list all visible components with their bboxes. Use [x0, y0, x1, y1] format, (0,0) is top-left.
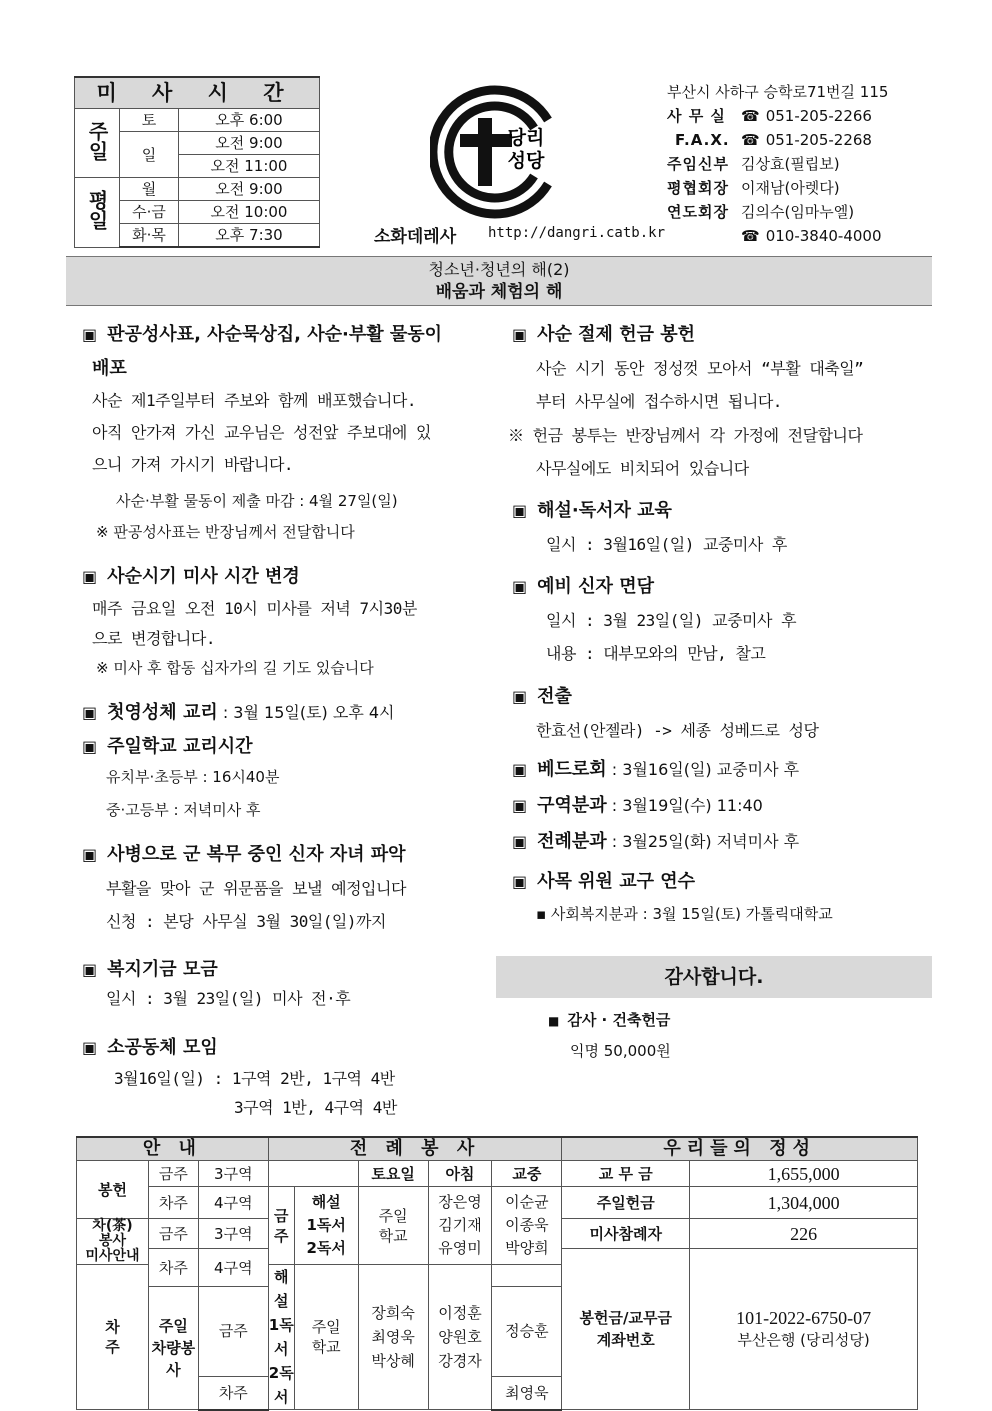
section-heading	[82, 562, 300, 588]
section-heading	[82, 1033, 218, 1059]
weekday-label-text: 평일	[85, 190, 109, 231]
logo-line2: 성당	[507, 150, 545, 172]
square-bullet-icon: ▣	[512, 760, 528, 779]
section-heading	[82, 698, 395, 724]
square-bullet-icon: ▣	[82, 1038, 98, 1057]
note: ※ 헌금 봉투는 반장님께서 각 가정에 전달합니다	[508, 426, 863, 445]
phone-icon: ☎	[741, 107, 760, 125]
heading-text: 구역분과	[537, 795, 607, 816]
section-heading	[512, 496, 672, 522]
square-bullet-icon: ▣	[512, 577, 528, 596]
donor-row	[667, 200, 888, 224]
paragraph: 유치부·초등부 : 16시40분	[106, 768, 280, 786]
offering-header: 우리들의 정성	[562, 1137, 918, 1161]
heading-text: 복지기금 모금	[107, 959, 218, 980]
mass-time: 오전 10:00	[179, 201, 320, 224]
col-morning: 아침	[428, 1161, 492, 1187]
theme-banner	[66, 256, 932, 306]
square-bullet-icon: ■	[548, 1014, 560, 1028]
sunday-label-text: 주일	[85, 121, 109, 161]
heading-text: 판공성사표, 사순묵상집, 사순·부활 물동이	[107, 324, 443, 345]
paragraph: 으니 가져 가시기 바랍니다.	[92, 455, 294, 474]
section-heading	[512, 827, 799, 853]
section-heading	[82, 320, 442, 346]
note: ※ 판공성사표는 반장님께서 전달합니다	[96, 523, 355, 541]
square-bullet-icon: ▣	[512, 796, 528, 815]
fax-row	[667, 128, 888, 152]
mass-day: 토	[120, 109, 179, 132]
heading-note: : 3월 15일(토) 오후 4시	[217, 703, 395, 722]
section-heading	[512, 755, 799, 781]
paragraph: 신청 : 본당 사무실 3월 30일(일)까지	[106, 912, 386, 931]
square-bullet-icon: ▣	[82, 737, 98, 756]
paragraph: 사순 시기 동안 정성껏 모아서 “부활 대축일”	[536, 359, 864, 378]
donor-phone: 010-3840-4000	[765, 227, 882, 245]
account-number: 101-2022-6750-07	[736, 1308, 872, 1328]
next-week-label: 차주	[148, 1187, 198, 1219]
section-heading	[512, 791, 763, 817]
kyomu-label: 교 무 금	[562, 1161, 690, 1187]
heading-text: 사순 절제 헌금 봉헌	[537, 324, 696, 345]
section-heading	[82, 955, 218, 981]
this-week-label: 금주	[198, 1287, 268, 1377]
heading-text: 해설·독서자 교육	[537, 500, 672, 521]
square-bullet-icon: ▣	[512, 687, 528, 706]
heading-text: 주일학교 교리시간	[107, 736, 253, 757]
patron-saint: 소화데레사	[374, 227, 457, 247]
note: ※ 미사 후 합동 십자가의 길 기도 있습니다	[96, 659, 374, 677]
paragraph: 3구역 1반, 4구역 4반	[234, 1098, 397, 1117]
website-url[interactable]: http://dangri.catb.kr	[488, 225, 666, 241]
bonghun-label: 봉헌	[77, 1161, 149, 1219]
heading-text: 첫영성체 교리	[107, 702, 218, 723]
paragraph: 매주 금요일 오전 10시 미사를 저녁 7시30분	[92, 599, 417, 618]
tea-this: 3구역	[198, 1219, 268, 1249]
thanks-banner: 감사합니다.	[496, 956, 932, 998]
tea-label: 차(茶) 봉사 미사안내	[77, 1219, 149, 1265]
section-heading	[512, 867, 695, 893]
section-heading	[512, 320, 695, 346]
paragraph: 내용 : 대부모와의 만남, 찰고	[546, 644, 766, 663]
this-week-label: 금주	[148, 1161, 198, 1187]
account-label: 봉헌금/교무금 계좌번호	[562, 1249, 690, 1410]
heading-text: 사병으로 군 복무 중인 신자 자녀 파악	[107, 844, 406, 865]
donor-label: 연도회장	[667, 203, 729, 221]
mass-time: 오전 9:00	[179, 132, 320, 155]
info-table	[76, 1136, 918, 1411]
main-next: 이정훈 양원호 강경자	[428, 1265, 492, 1410]
col-main: 교중	[492, 1161, 562, 1187]
attendance-count: 226	[690, 1219, 918, 1249]
section-heading	[82, 732, 253, 758]
square-bullet-icon: ▣	[82, 845, 98, 864]
square-bullet-icon: ▣	[512, 501, 528, 520]
contact-block	[667, 80, 888, 248]
heading-note: : 3월19일(수) 11:40	[606, 796, 763, 815]
church-logo	[430, 82, 570, 222]
paragraph: 사순 제1주일부터 주보와 함께 배포했습니다.	[92, 391, 417, 410]
heading-note: : 3월25일(화) 저녁미사 후	[606, 832, 800, 851]
square-bullet-icon: ▣	[512, 832, 528, 851]
morning-this: 장은영 김기재 유영미	[428, 1187, 492, 1265]
kyomu-amount: 1,655,000	[690, 1161, 918, 1187]
liturgy-header: 전 례 봉 사	[268, 1137, 562, 1161]
sunday-label	[75, 109, 120, 178]
col-saturday: 토요일	[358, 1161, 428, 1187]
paragraph: 일시 : 3월16일(일) 교중미사 후	[546, 535, 787, 554]
office-row	[667, 104, 888, 128]
mass-day: 수·금	[120, 201, 179, 224]
paragraph: 중·고등부 : 저녁미사 후	[106, 801, 261, 819]
banner-line2: 배움과 체험의 해	[435, 282, 563, 302]
priest-name: 김상효(필립보)	[741, 155, 840, 173]
paragraph: 사순·부활 물동이 제출 마감 : 4월 27일(일)	[116, 492, 398, 510]
mass-time: 오후 7:30	[179, 224, 320, 248]
banner-line1: 청소년·청년의 해(2)	[428, 260, 570, 279]
priest-row	[667, 152, 888, 176]
paragraph: 한효선(안젤라) -> 세종 성베드로 성당	[536, 721, 819, 740]
school-this: 주일 학교	[358, 1187, 428, 1265]
next-week-label: 차주	[198, 1376, 268, 1410]
info-header: 안 내	[77, 1137, 269, 1161]
heading-text: 사목 위원 교구 연수	[537, 871, 696, 892]
section-heading	[512, 682, 572, 708]
account-info	[690, 1249, 918, 1410]
attendance-label: 미사참례자	[562, 1219, 690, 1249]
donor-name: 김의수(임마누엘)	[741, 203, 855, 221]
square-bullet-icon: ▣	[82, 325, 98, 344]
square-bullet-icon: ▣	[82, 960, 98, 979]
mass-times-table	[74, 76, 320, 248]
thanks-item	[548, 1009, 670, 1030]
square-bullet-icon: ▣	[82, 703, 98, 722]
paragraph: ▪ 사회복지분과 : 3월 15일(토) 가톨릭대학교	[536, 905, 833, 923]
parking-this: 정승훈	[492, 1287, 562, 1377]
bonghun-this: 3구역	[198, 1161, 268, 1187]
roles-this: 해설 1독서 2독서	[294, 1187, 358, 1265]
council-row	[667, 176, 888, 200]
office-phone: 051-205-2266	[765, 107, 872, 125]
morning-next: 장희숙 최영욱 박상혜	[358, 1265, 428, 1410]
paragraph: 사무실에도 비치되어 있습니다	[536, 459, 749, 478]
next-week-label: 차주	[148, 1249, 198, 1287]
paragraph: 일시 : 3월 23일(일) 교중미사 후	[546, 611, 797, 630]
council-name: 이재남(아렛다)	[741, 179, 840, 197]
this-week-label: 금주	[148, 1219, 198, 1249]
mass-time: 오후 6:00	[179, 109, 320, 132]
donor-phone-row	[667, 224, 888, 248]
mass-time: 오전 11:00	[179, 155, 320, 178]
fax-phone: 051-205-2268	[765, 131, 872, 149]
bonghun-next: 4구역	[198, 1187, 268, 1219]
mass-time: 오전 9:00	[179, 178, 320, 201]
priest-label: 주임신부	[667, 155, 729, 173]
next-week-vertical: 차 주	[77, 1265, 149, 1410]
section-heading	[512, 572, 654, 598]
address	[667, 80, 888, 104]
heading-text: 소공동체 모임	[107, 1037, 218, 1058]
main-this: 이순균 이종욱 박양희	[492, 1187, 562, 1265]
parking-next: 최영욱	[492, 1376, 562, 1410]
address-text: 부산시 사하구 승학로71번길 115	[667, 83, 889, 101]
school-next: 주일 학교	[294, 1265, 358, 1410]
mass-day: 화·목	[120, 224, 179, 248]
logo-line1: 당리	[507, 127, 545, 149]
paragraph: 3월16일(일) : 1구역 2반, 1구역 4반	[114, 1069, 395, 1088]
paragraph: 부활을 맞아 군 위문품을 보낼 예정입니다	[106, 879, 406, 898]
heading-text: 예비 신자 면담	[537, 576, 654, 597]
fax-label: F.A.X.	[675, 131, 730, 149]
office-label: 사 무 실	[667, 107, 726, 125]
parking-label: 주일 차량봉사	[148, 1287, 198, 1410]
mass-day: 월	[120, 178, 179, 201]
paragraph: 으로 변경합니다.	[92, 629, 215, 648]
weekday-label	[75, 178, 120, 248]
heading-text: 전출	[537, 686, 572, 707]
paragraph: 일시 : 3월 23일(일) 미사 전·후	[106, 989, 351, 1008]
section-heading-cont: 배포	[92, 358, 127, 379]
council-label: 평협회장	[667, 179, 729, 197]
this-week-vertical: 금 주	[268, 1187, 294, 1265]
phone-icon: ☎	[741, 131, 760, 149]
paragraph: 아직 안가져 가신 교우님은 성전앞 주보대에 있	[92, 423, 431, 442]
heading-text: 전례분과	[537, 831, 607, 852]
heading-text: 베드로회	[537, 759, 607, 780]
tea-next: 4구역	[198, 1249, 268, 1287]
phone-icon: ☎	[741, 227, 760, 245]
paragraph: 부터 사무실에 접수하시면 됩니다.	[536, 392, 782, 411]
thanks-detail: 익명 50,000원	[570, 1042, 671, 1060]
sunday-offering-label: 주일헌금	[562, 1187, 690, 1219]
mass-day: 일	[120, 132, 179, 178]
thanks-item-text: 감사 · 건축헌금	[567, 1011, 671, 1029]
square-bullet-icon: ▣	[82, 567, 98, 586]
sunday-offering-amount: 1,304,000	[690, 1187, 918, 1219]
square-bullet-icon: ▣	[512, 872, 528, 891]
cross-logo-icon	[430, 82, 570, 222]
heading-note: : 3월16일(일) 교중미사 후	[606, 760, 800, 779]
heading-text: 사순시기 미사 시간 변경	[107, 566, 300, 587]
section-heading	[82, 840, 406, 866]
square-bullet-icon: ▣	[512, 325, 528, 344]
mass-times-title: 미 사 시 간	[75, 77, 320, 109]
roles-next: 해설 1독서 2독서	[268, 1265, 294, 1410]
account-bank: 부산은행 (당리성당)	[737, 1331, 870, 1349]
